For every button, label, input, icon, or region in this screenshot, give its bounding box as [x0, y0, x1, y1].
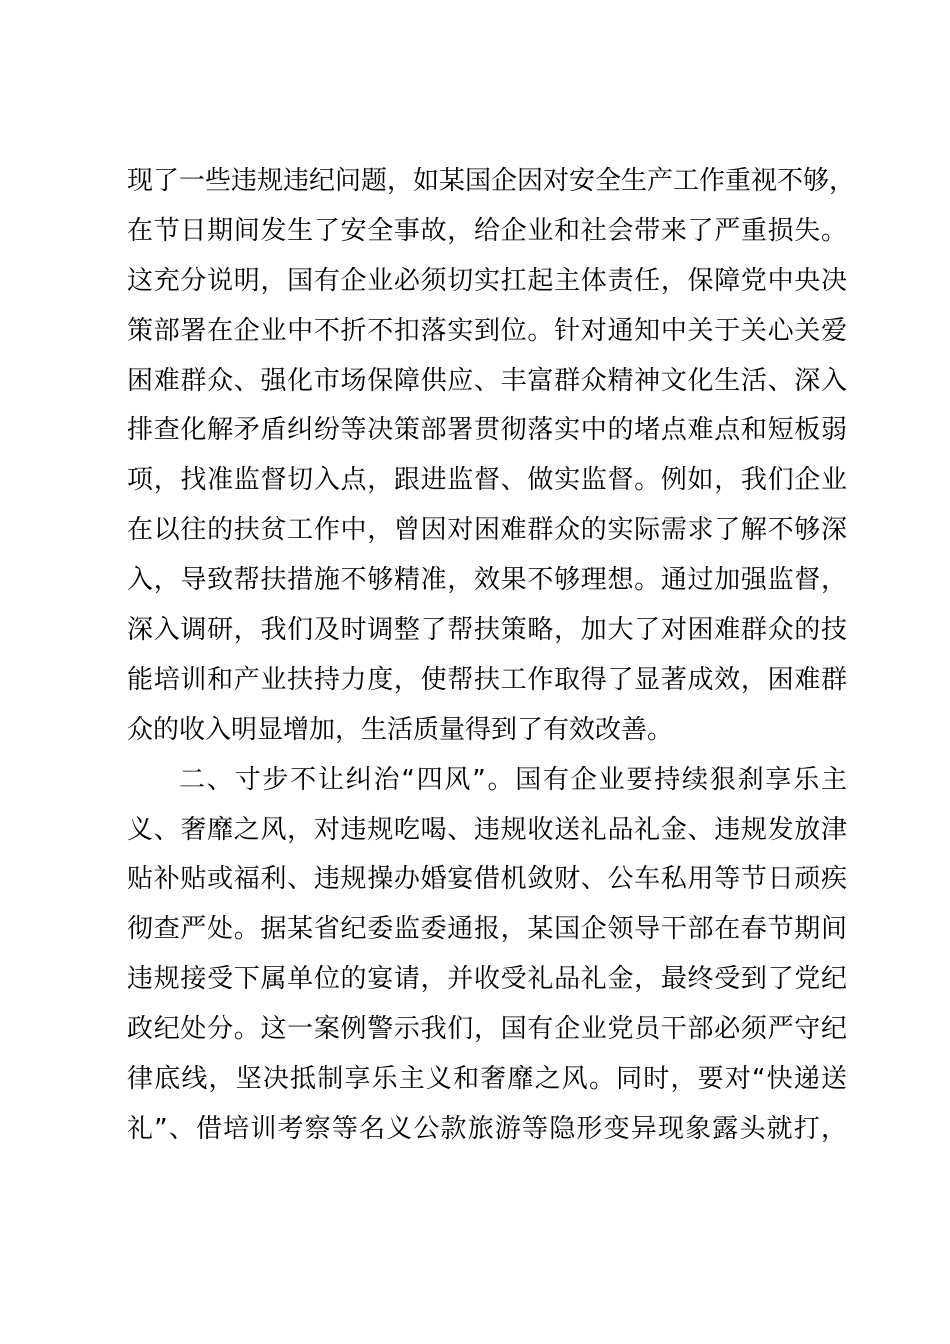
text-line: 众的收入明显增加，生活质量得到了有效改善。	[127, 714, 674, 745]
text-line: 深入调研，我们及时调整了帮扶策略，加大了对困难群众的技	[127, 615, 847, 646]
text-line: 现了一些违规违纪问题，如某国企因对安全生产工作重视不够，	[127, 166, 856, 196]
text-line: 排查化解矛盾纠纷等决策部署贯彻落实中的堵点难点和短板弱	[127, 415, 847, 446]
text-line: 律底线，坚决抵制享乐主义和奢靡之风。同时，要对“快递送	[127, 1064, 847, 1095]
text-line: 政纪处分。这一案例警示我们，国有企业党员干部必须严守纪	[127, 1014, 847, 1045]
text-line: 项，找准监督切入点，跟进监督、做实监督。例如，我们企业	[127, 465, 847, 496]
body-text	[127, 157, 856, 1155]
text-line: 在以往的扶贫工作中，曾因对困难群众的实际需求了解不够深	[127, 515, 847, 546]
text-line: 贴补贴或福利、违规操办婚宴借机敛财、公车私用等节日顽疾	[127, 864, 847, 895]
text-line: 违规接受下属单位的宴请，并收受礼品礼金，最终受到了党纪	[127, 964, 847, 995]
text-line: 这充分说明，国有企业必须切实扛起主体责任，保障党中央决	[127, 265, 847, 296]
text-line: 策部署在企业中不折不扣落实到位。针对通知中关于关心关爱	[127, 315, 847, 346]
text-line: 在节日期间发生了安全事故，给企业和社会带来了严重损失。	[127, 215, 847, 246]
text-line: 义、奢靡之风，对违规吃喝、违规收送礼品礼金、违规发放津	[127, 814, 847, 845]
text-line: 困难群众、强化市场保障供应、丰富群众精神文化生活、深入	[127, 365, 847, 396]
section-heading-line: 二、寸步不让纠治“四风”。国有企业要持续狠刹享乐主	[179, 764, 847, 795]
text-line: 礼”、借培训考察等名义公款旅游等隐形变异现象露头就打，	[127, 1113, 847, 1144]
text-line: 能培训和产业扶持力度，使帮扶工作取得了显著成效，困难群	[127, 664, 847, 695]
text-line: 彻查严处。据某省纪委监委通报，某国企领导干部在春节期间	[127, 914, 847, 945]
text-line: 入，导致帮扶措施不够精准，效果不够理想。通过加强监督，	[127, 565, 847, 596]
